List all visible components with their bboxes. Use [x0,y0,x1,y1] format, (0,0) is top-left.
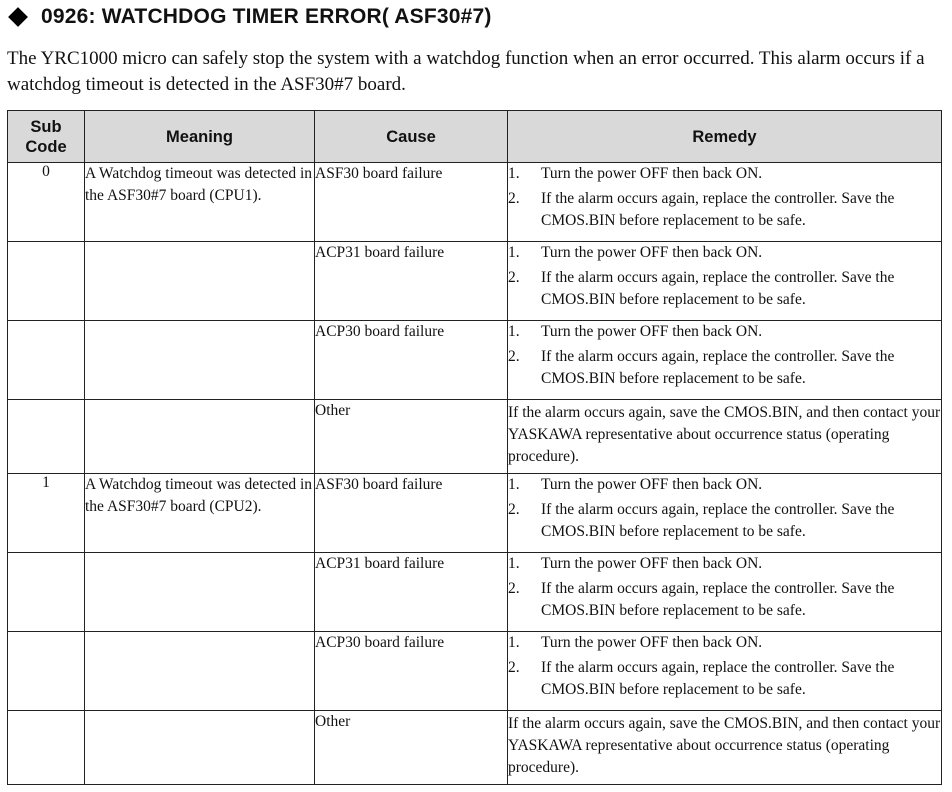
remedy-step [508,188,941,232]
remedy-step [508,632,941,654]
header-sub-code: Sub Code [8,111,85,163]
step-text: If the alarm occurs again, replace the controller. Save the CMOS.BIN before replacement to be safe. [541,348,895,387]
meaning-cell [85,632,315,711]
remedy-cell [508,400,942,474]
table-row [8,242,942,321]
sub-code-cell [8,321,85,400]
table-row [8,711,942,785]
remedy-step [508,163,941,185]
step-number: 1. [508,323,520,340]
step-number: 1. [508,476,520,493]
remedy-step [508,242,941,264]
step-number: 2. [508,269,520,286]
remedy-cell [508,553,942,632]
step-text: Turn the power OFF then back ON. [541,323,763,340]
remedy-step [508,474,941,496]
sub-code-cell [8,553,85,632]
step-text: Turn the power OFF then back ON. [541,555,763,572]
meaning-cell: A Watchdog timeout was detected in the ASF30#7 board (CPU1). [85,163,315,242]
step-text: Turn the power OFF then back ON. [541,244,763,261]
sub-code-cell: 1 [8,474,85,553]
cause-cell: ACP30 board failure [315,632,508,711]
remedy-cell [508,632,942,711]
cause-cell: Other [315,400,508,474]
remedy-cell [508,711,942,785]
remedy-step [508,267,941,311]
meaning-cell: A Watchdog timeout was detected in the ASF30#7 board (CPU2). [85,474,315,553]
header-cause: Cause [315,111,508,163]
table-row [8,474,942,553]
step-text: If the alarm occurs again, replace the controller. Save the CMOS.BIN before replacement to be safe. [541,659,895,698]
table-row [8,163,942,242]
step-text: If the alarm occurs again, replace the controller. Save the CMOS.BIN before replacement to be safe. [541,269,895,308]
step-text: If the alarm occurs again, replace the controller. Save the CMOS.BIN before replacement to be safe. [541,580,895,619]
section-heading [5,5,492,29]
step-text: If the alarm occurs again, replace the controller. Save the CMOS.BIN before replacement to be safe. [541,501,895,540]
table-header-row [8,111,942,163]
step-number: 2. [508,501,520,518]
meaning-cell [85,553,315,632]
meaning-cell [85,321,315,400]
step-number: 1. [508,555,520,572]
step-number: 1. [508,634,520,651]
remedy-cell [508,474,942,553]
remedy-text: If the alarm occurs again, save the CMOS.BIN, and then contact your YASKAWA representative about occurrence status (operating procedure). [508,404,941,465]
diamond-bullet-icon [8,7,28,27]
sub-code-cell [8,242,85,321]
alarm-table [7,110,942,785]
step-text: Turn the power OFF then back ON. [541,165,763,182]
step-number: 1. [508,165,520,182]
remedy-step [508,553,941,575]
sub-code-cell [8,400,85,474]
remedy-step [508,499,941,543]
sub-code-cell [8,632,85,711]
remedy-step [508,346,941,390]
step-number: 2. [508,659,520,676]
cause-cell: ACP31 board failure [315,242,508,321]
cause-cell: ACP31 board failure [315,553,508,632]
cause-cell: ASF30 board failure [315,474,508,553]
table-row [8,321,942,400]
meaning-cell [85,711,315,785]
cause-cell: ACP30 board failure [315,321,508,400]
table-row [8,400,942,474]
remedy-cell [508,163,942,242]
remedy-step [508,578,941,622]
step-number: 2. [508,348,520,365]
step-text: If the alarm occurs again, replace the controller. Save the CMOS.BIN before replacement to be safe. [541,190,895,229]
table-row [8,553,942,632]
cause-cell: Other [315,711,508,785]
remedy-step [508,321,941,343]
remedy-cell [508,321,942,400]
intro-paragraph: The YRC1000 micro can safely stop the system with a watchdog function when an error occurred. This alarm occurs if a watchdog timeout is detected in the ASF30#7 board. [7,48,925,95]
remedy-step [508,657,941,701]
step-text: Turn the power OFF then back ON. [541,476,763,493]
heading-title: 0926: WATCHDOG TIMER ERROR( ASF30#7) [41,5,492,28]
header-remedy: Remedy [508,111,942,163]
sub-code-cell: 0 [8,163,85,242]
meaning-cell [85,400,315,474]
cause-cell: ASF30 board failure [315,163,508,242]
step-number: 1. [508,244,520,261]
sub-code-cell [8,711,85,785]
step-text: Turn the power OFF then back ON. [541,634,763,651]
header-meaning: Meaning [85,111,315,163]
table-row [8,632,942,711]
meaning-cell [85,242,315,321]
step-number: 2. [508,190,520,207]
remedy-text: If the alarm occurs again, save the CMOS.BIN, and then contact your YASKAWA representative about occurrence status (operating procedure). [508,715,941,776]
step-number: 2. [508,580,520,597]
remedy-cell [508,242,942,321]
